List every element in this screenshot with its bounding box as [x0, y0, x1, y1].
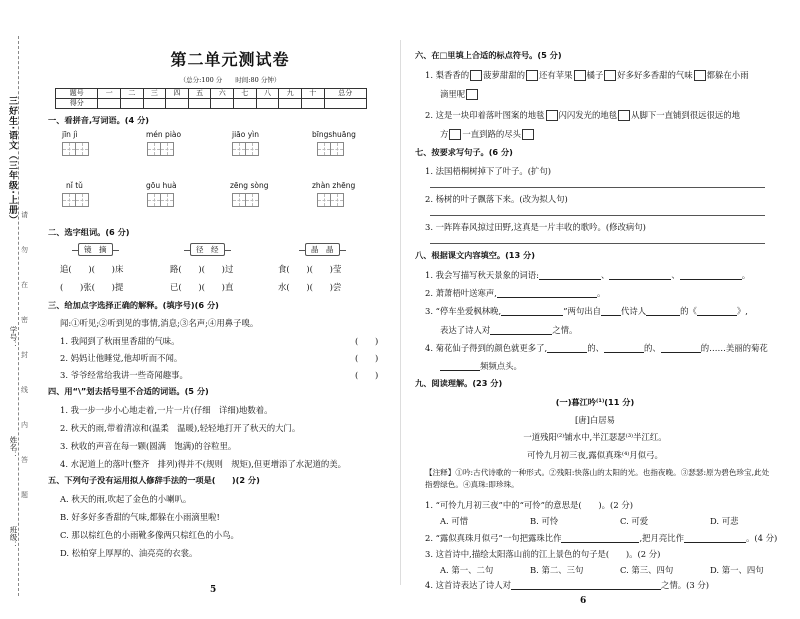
punctuation-q2: 2. 这是一块印着落叶图案的地毯 闪闪发光的地毯 从脚下一直铺到很远很远的地 — [425, 110, 741, 120]
option-d: D. 松柏穿上厚厚的、油亮亮的衣裳。 — [60, 548, 198, 558]
pinyin: gōu huà — [146, 181, 177, 190]
option-c: C. 第三、四句 — [620, 565, 674, 575]
section-6-heading: 六、在□里填上合适的标点符号。(5 分) — [415, 50, 562, 60]
score-header-row: 题号 一 二 三 四 五 六 七 八 九 十 总分 — [56, 89, 367, 99]
exam-info: （总分:100 分 时间:80 分钟） — [179, 76, 281, 84]
answer-paren[interactable]: ( ) — [355, 370, 379, 380]
punct-box[interactable] — [522, 129, 534, 140]
option-c: C. 那以棕红色的小雨靴多像两只棕红色的小鸟。 — [60, 530, 239, 540]
seal-char: 请 — [21, 211, 28, 219]
punct-box[interactable] — [526, 70, 538, 81]
char-pair: 镜 摘 — [78, 243, 113, 256]
word-item: 追( )( )床 — [60, 264, 124, 274]
pinyin: bīngshuāng — [312, 130, 356, 139]
section-2-heading: 二、选字组词。(6 分) — [48, 227, 130, 237]
student-name-label: 姓名： — [9, 436, 18, 459]
seal-char: 内 — [21, 421, 28, 429]
punct-box[interactable] — [694, 70, 706, 81]
book-series-title: 三好生·语文（三年级·上册） — [7, 96, 17, 225]
score-table — [55, 88, 367, 109]
section-3-heading: 三、给加点字选择正确的解释。(填序号)(6 分) — [48, 300, 219, 310]
student-id-label: 学号： — [9, 326, 18, 349]
fill-q2: 2. 萧萧梧叶送寒声, 。 — [425, 288, 606, 298]
fill-q3-cont: 表达了诗人对 之情。 — [440, 325, 578, 335]
writing-grid[interactable] — [232, 142, 259, 156]
poem-title: (一)暮江吟⁽¹⁾(11 分) — [555, 397, 635, 407]
fill-q3: 3. “停车坐爱枫林晚, ”两句出自 代诗人 的《 》, — [425, 306, 748, 316]
seal-char: 题 — [21, 491, 28, 499]
word-item: 路( )( )过 — [170, 264, 234, 274]
writing-grid[interactable] — [147, 142, 174, 156]
page-divider — [400, 40, 401, 585]
score-value-row: 得分 — [56, 99, 367, 109]
pinyin: mén piào — [146, 130, 182, 139]
seal-char: 封 — [21, 351, 28, 359]
question-item: 2. 秋天的雨,带着清凉和(温柔 温暖),轻轻地打开了秋天的大门。 — [60, 423, 301, 433]
punct-box[interactable] — [618, 110, 630, 121]
writing-grid[interactable] — [317, 193, 344, 207]
seal-char: 答 — [21, 456, 28, 464]
writing-grid[interactable] — [62, 142, 89, 156]
section-5-heading: 五、下列句子没有运用拟人修辞手法的一项是( )(2 分) — [48, 475, 260, 485]
answer-line[interactable] — [430, 243, 765, 244]
section-4-heading: 四、用“\”划去括号里不合适的词语。(5 分) — [48, 386, 209, 396]
reading-q4: 4. 这首诗表达了诗人对 之情。(3 分) — [425, 580, 710, 590]
punct-box[interactable] — [470, 70, 482, 81]
writing-grid[interactable] — [62, 193, 89, 207]
punctuation-q1: 1. 梨香香的 菠萝甜甜的 还有苹果 橘子 好多好多香甜的气味 都躲在小雨 — [425, 70, 749, 80]
seal-char: 在 — [21, 281, 28, 289]
poem-notes: 【注释】①吟:古代诗歌的一种形式。②残阳:快落山的太阳的光。也指夜晚。③瑟瑟:原为碧色珍宝,此处指碧绿色。④真珠:即珍珠。 — [425, 468, 770, 489]
page-number-right: 6 — [580, 596, 587, 606]
punct-box[interactable] — [546, 110, 558, 121]
punct-box[interactable] — [466, 89, 478, 100]
punct-box[interactable] — [604, 70, 616, 81]
punct-box[interactable] — [449, 129, 461, 140]
page-title: 第二单元测试卷 — [170, 50, 290, 69]
poem-author: [唐]白居易 — [574, 415, 616, 425]
option-d: D. 可悲 — [710, 516, 739, 526]
rewrite-q3: 3. 一阵阵春风掠过田野,这真是一片丰收的歌吟。(修改病句) — [425, 222, 646, 232]
option-b: B. 好多好多香甜的气味,都躲在小雨滴里啦! — [60, 512, 220, 522]
definition-list: 闻:①听见;②听到见的事情,消息;③名声;④用鼻子嗅。 — [60, 318, 259, 328]
answer-line[interactable] — [430, 187, 765, 188]
class-label: 班级： — [9, 526, 18, 549]
question-item: 3. 爷爷经常给我讲一些奇闻趣事。 — [60, 370, 188, 380]
punctuation-q1-cont: 滴里呢 — [440, 89, 479, 100]
writing-grid[interactable] — [317, 142, 344, 156]
option-b: B. 第二、三句 — [530, 565, 584, 575]
pinyin: nǐ tǔ — [66, 181, 83, 190]
poem-line: 可怜九月初三夜,露似真珠⁽⁴⁾月似弓。 — [527, 450, 663, 460]
question-item: 1. 我一步一步小心地走着,一片一片(仔细 详细)地数着。 — [60, 405, 273, 415]
question-item: 3. 秋收的声音在每一颗(圆满 饱满)的谷粒里。 — [60, 441, 237, 451]
option-a: A. 秋天的雨,吹起了金色的小喇叭。 — [60, 494, 192, 504]
seal-char: 勿 — [21, 246, 28, 254]
rewrite-q1: 1. 法国梧桐树掉下了叶子。(扩句) — [425, 166, 552, 176]
seal-char: 密 — [21, 316, 28, 324]
pinyin: zhàn zhēng — [312, 181, 356, 190]
fill-q4-cont: 频频点头。 — [440, 361, 522, 371]
reading-q3: 3. 这首诗中,描绘太阳落山前的江上景色的句子是( )。(2 分) — [425, 549, 661, 559]
fill-q4: 4. 菊花仙子得到的颜色就更多了, 的、 的、 的……美丽的菊花 — [425, 343, 768, 353]
section-1-heading: 一、看拼音,写词语。(4 分) — [48, 115, 150, 125]
punctuation-q2-cont: 方 一直到路的尽头 — [440, 129, 535, 140]
fill-q1: 1. 我会写描写秋天景象的词语: 、 、 。 — [425, 270, 751, 280]
reading-q2: 2. “露似真珠月似弓”一句把露珠比作 ,把月亮比作 。(4 分) — [425, 533, 778, 543]
seal-char: 线 — [21, 386, 28, 394]
char-pair: 径 经 — [190, 243, 225, 256]
reading-q1: 1. “可怜九月初三夜”中的“可怜”的意思是( )。(2 分) — [425, 500, 633, 510]
question-item: 4. 水泥道上的落叶(整齐 排列)得并不(规则 规矩),但更增添了水泥道的美。 — [60, 459, 347, 469]
word-item: 水( )( )尝 — [278, 282, 342, 292]
option-b: B. 可怜 — [530, 516, 559, 526]
word-item: ( )张( )提 — [60, 282, 124, 292]
pinyin: jiāo yìn — [232, 130, 260, 139]
answer-paren[interactable]: ( ) — [355, 353, 379, 363]
pinyin: jīn jì — [62, 130, 78, 139]
question-item: 2. 妈妈让他睡觉,他却听而不闻。 — [60, 353, 183, 363]
pinyin: zēng sòng — [230, 181, 269, 190]
poem-line: 一道残阳⁽²⁾铺水中,半江瑟瑟⁽³⁾半江红。 — [523, 432, 667, 442]
word-item: 食( )( )莹 — [278, 264, 342, 274]
answer-line[interactable] — [430, 215, 765, 216]
option-a: A. 可惜 — [440, 516, 469, 526]
option-d: D. 第一、四句 — [710, 565, 764, 575]
writing-grid[interactable] — [147, 193, 174, 207]
section-7-heading: 七、按要求写句子。(6 分) — [415, 147, 513, 157]
answer-paren[interactable]: ( ) — [355, 336, 379, 346]
section-9-heading: 九、阅读理解。(23 分) — [415, 378, 503, 388]
binding-sidebar — [4, 36, 38, 606]
seal-line — [18, 36, 32, 596]
option-c: C. 可爱 — [620, 516, 649, 526]
page-number-left: 5 — [210, 585, 217, 595]
section-8-heading: 八、根据课文内容填空。(13 分) — [415, 250, 535, 260]
writing-grid[interactable] — [232, 193, 259, 207]
option-a: A. 第一、二句 — [440, 565, 494, 575]
char-pair: 晶 晶 — [305, 243, 340, 256]
question-item: 1. 我闻到了秋雨里香甜的气味。 — [60, 336, 180, 346]
punct-box[interactable] — [574, 70, 586, 81]
rewrite-q2: 2. 杨树的叶子飘落下来。(改为拟人句) — [425, 194, 568, 204]
word-item: 已( )( )直 — [170, 282, 234, 292]
